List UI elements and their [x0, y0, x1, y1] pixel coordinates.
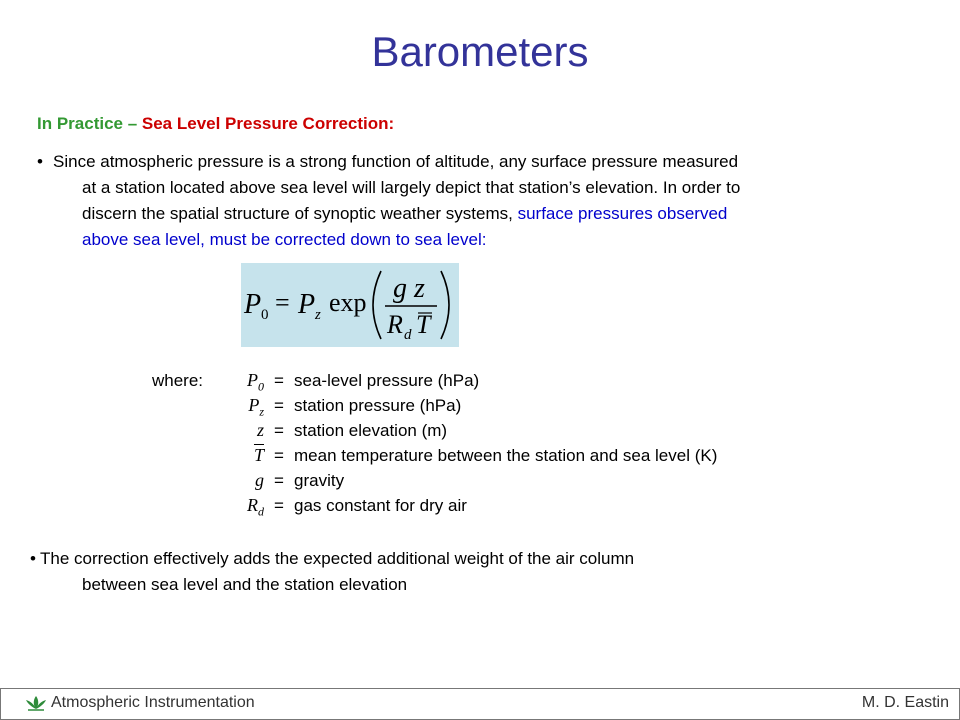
paragraph-1-line-3: [37, 201, 927, 227]
formula-denominator-sub: d: [404, 327, 412, 343]
definition-description: gas constant for dry air: [294, 496, 467, 515]
formula-rhs: P: [298, 289, 316, 320]
bullet-paragraph-1: [37, 149, 927, 253]
definition-equals: =: [274, 496, 284, 515]
definition-description: mean temperature between the station and sea level (K): [294, 446, 718, 465]
formula-lhs: P: [244, 289, 262, 320]
definition-equals: =: [274, 446, 284, 465]
section-heading: [37, 114, 394, 134]
paragraph-1-line-2: at a station located above sea level will largely depict that station’s elevation. In order to: [82, 178, 741, 197]
paragraph-1-line-3-highlight: surface pressures observed: [517, 204, 728, 223]
bullet-icon: •: [30, 549, 36, 568]
formula-numerator: g z: [393, 273, 425, 304]
footer-course-title: Atmospheric Instrumentation: [51, 694, 255, 711]
paragraph-2-line-2: between sea level and the station elevation: [82, 575, 408, 594]
page-title: Barometers: [371, 28, 589, 75]
definition-symbol: $P_0$: [247, 370, 264, 394]
definition-symbol: z: [256, 420, 264, 440]
definition-equals: =: [274, 471, 284, 490]
definition-equals: =: [274, 396, 284, 415]
sea-level-pressure-formula: [241, 263, 459, 347]
formula-denominator: R: [387, 310, 403, 339]
definition-equals: =: [274, 371, 284, 390]
formula-equals: =: [275, 288, 290, 317]
formula-exp: exp: [329, 288, 367, 317]
paragraph-1-line-3-text: discern the spatial structure of synoptic weather systems,: [82, 204, 518, 223]
bullet-icon: •: [37, 152, 43, 171]
definition-description: station pressure (hPa): [294, 396, 462, 415]
formula-lhs-sub: 0: [261, 307, 269, 323]
definition-description: station elevation (m): [294, 421, 448, 440]
section-heading-prefix: In Practice –: [37, 114, 142, 133]
definition-symbol: $P_z$: [248, 395, 264, 419]
paragraph-2-line-1: The correction effectively adds the expected additional weight of the air column: [40, 549, 635, 568]
section-heading-emphasis: Sea Level Pressure Correction:: [141, 114, 395, 133]
paragraph-1-line-1: Since atmospheric pressure is a strong function of altitude, any surface pressure measured: [53, 152, 739, 171]
formula-left-paren: [373, 271, 381, 339]
footer-bar: [0, 688, 960, 720]
definition-equals: =: [274, 421, 284, 440]
formula-right-paren: [441, 271, 449, 339]
formula-denominator-t: T: [416, 310, 431, 339]
definition-symbol: T: [253, 445, 264, 465]
where-label: where:: [152, 371, 204, 390]
definition-symbol: $R_d$: [247, 495, 264, 519]
formula-rhs-sub: z: [315, 307, 321, 323]
definition-symbol: g: [255, 470, 264, 490]
lotus-icon: [25, 694, 47, 717]
footer-author: M. D. Eastin: [861, 694, 949, 711]
definition-description: gravity: [294, 471, 345, 490]
paragraph-1-line-4: above sea level, must be corrected down to sea level:: [82, 230, 487, 249]
bullet-paragraph-2: [30, 546, 920, 598]
definition-description: sea-level pressure (hPa): [294, 371, 480, 390]
